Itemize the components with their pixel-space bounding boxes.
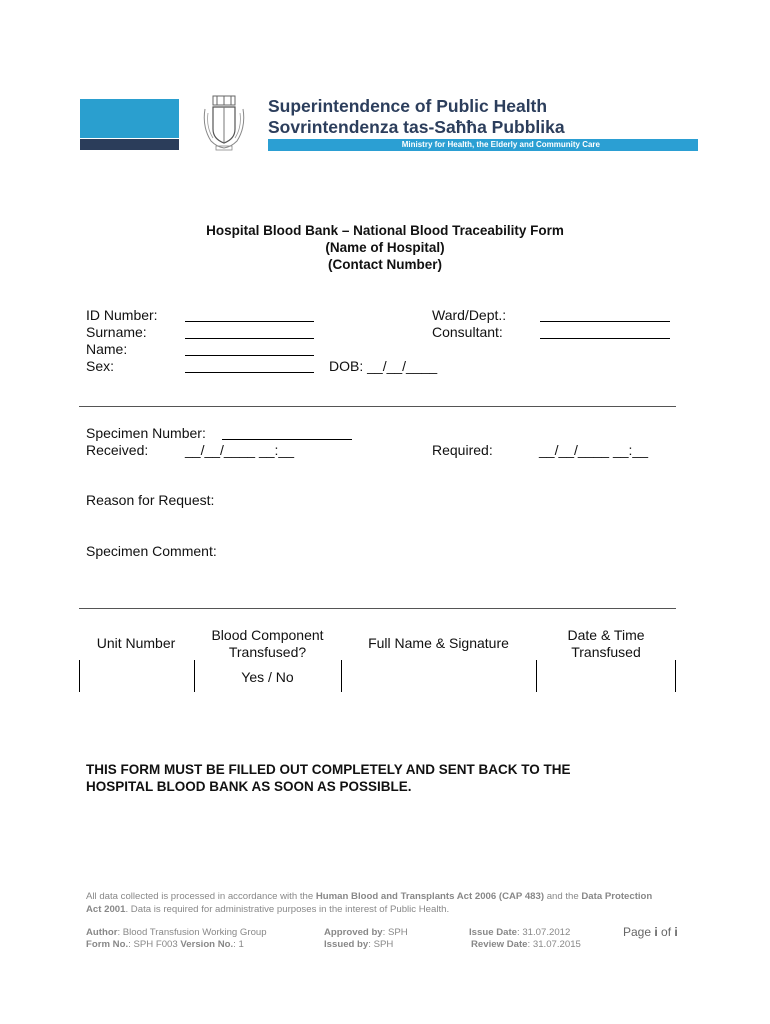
table-border (341, 660, 342, 692)
surname-field[interactable] (185, 338, 314, 339)
table-border (194, 660, 195, 692)
form-number-info: Form No.: SPH F003 Version No.: 1 (86, 939, 244, 950)
specimen-comment-label: Specimen Comment: (86, 543, 217, 559)
specimen-number-field[interactable] (222, 439, 352, 440)
approved-by-info: Approved by: SPH (324, 927, 408, 938)
name-field[interactable] (185, 355, 314, 356)
id-number-field[interactable] (185, 321, 314, 322)
author-info: Author: Blood Transfusion Working Group (86, 927, 267, 938)
brand-navy-bar (80, 139, 179, 150)
required-datetime-field[interactable]: __/__/____ __:__ (539, 442, 648, 458)
contact-number-placeholder: (Contact Number) (328, 257, 442, 272)
ward-field[interactable] (540, 321, 670, 322)
yes-no-option[interactable]: Yes / No (241, 669, 294, 685)
required-label: Required: (432, 442, 493, 458)
table-border (79, 660, 80, 692)
unit-number-header: Unit Number (96, 635, 176, 651)
review-date-info: Review Date: 31.07.2015 (471, 939, 581, 950)
dob-field[interactable]: DOB: __/__/____ (329, 358, 438, 374)
data-protection-note-line-1: All data collected is processed in accordance with the Human Blood and Transplants Act 2006 (CAP 483) and the Data Protection (86, 891, 653, 902)
org-name-english: Superintendence of Public Health (268, 96, 548, 116)
brand-blue-block (80, 99, 179, 138)
section-divider (79, 608, 676, 609)
issue-date-info: Issue Date: 31.07.2012 (469, 927, 571, 938)
received-datetime-field[interactable]: __/__/____ __:__ (185, 442, 294, 458)
specimen-number-label: Specimen Number: (86, 425, 206, 441)
data-protection-note-line-2: Act 2001. Data is required for administrative purposes in the interest of Public Health. (86, 904, 450, 915)
ministry-banner: Ministry for Health, the Elderly and Community Care (268, 139, 698, 151)
id-number-label: ID Number: (86, 307, 158, 323)
full-name-signature-header: Full Name & Signature (368, 635, 509, 651)
table-border (675, 660, 676, 692)
transfused-date-header: Transfused (571, 644, 641, 660)
name-label: Name: (86, 341, 128, 357)
sex-field[interactable] (185, 372, 314, 373)
hospital-name-placeholder: (Name of Hospital) (325, 240, 445, 255)
table-border (536, 660, 537, 692)
received-label: Received: (86, 442, 149, 458)
org-name-maltese: Sovrintendenza tas-Saħħa Pubblika (268, 117, 565, 137)
surname-label: Surname: (86, 324, 147, 340)
consultant-field[interactable] (540, 338, 670, 339)
issued-by-info: Issued by: SPH (324, 939, 394, 950)
warning-line-2: HOSPITAL BLOOD BANK AS SOON AS POSSIBLE. (86, 779, 412, 794)
consultant-label: Consultant: (432, 324, 503, 340)
date-time-header: Date & Time (567, 627, 645, 643)
reason-for-request-label: Reason for Request: (86, 492, 215, 508)
blood-component-header: Blood Component (211, 627, 324, 643)
transfused-header: Transfused? (228, 644, 307, 660)
malta-coat-of-arms-icon (199, 93, 249, 153)
page-number: Page i of i (623, 925, 678, 939)
sex-label: Sex: (86, 358, 115, 374)
section-divider (79, 406, 676, 407)
warning-line-1: THIS FORM MUST BE FILLED OUT COMPLETELY AND SENT BACK TO THE (86, 762, 571, 777)
form-title: Hospital Blood Bank – National Blood Traceability Form (206, 223, 564, 238)
ward-label: Ward/Dept.: (432, 307, 507, 323)
